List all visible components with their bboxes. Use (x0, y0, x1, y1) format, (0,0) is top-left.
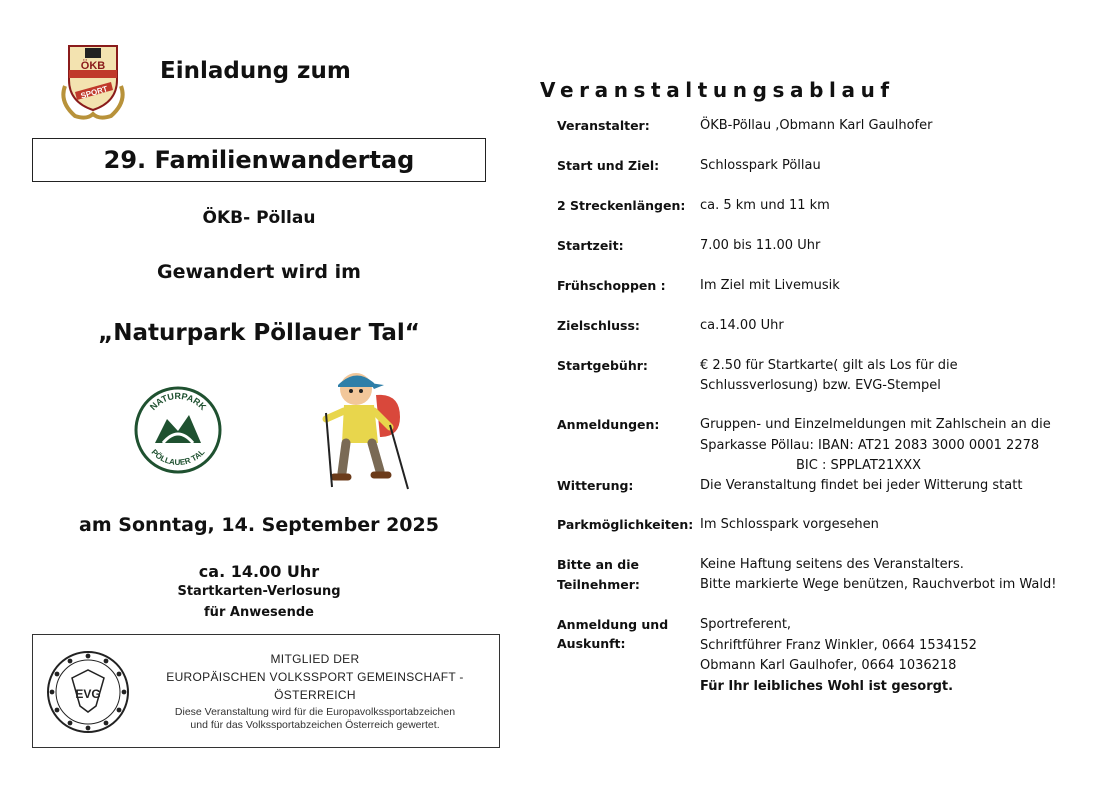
value-registration-line-2: Sparkasse Pöllau: IBAN: AT21 2083 3000 0001 2278 (700, 438, 1040, 453)
value-registration-bic: BIC : SPPLAT21XXX (796, 458, 922, 473)
value-contact-line-1: Sportreferent, (700, 617, 792, 632)
label-participants-line-2: Teilnehmer: (557, 577, 640, 592)
label-start-fee: Startgebühr: (557, 358, 648, 373)
label-contact-line-1: Anmeldung und (557, 617, 669, 632)
event-title: 29. Familienwandertag (103, 146, 415, 174)
value-registration-line-1: Gruppen- und Einzelmeldungen mit Zahlschein an die (700, 417, 1051, 432)
event-date: am Sonntag, 14. September 2025 (79, 514, 439, 536)
raffle-line-1: Startkarten-Verlosung (177, 584, 341, 599)
invitation-heading: Einladung zum (160, 58, 351, 84)
hiker-illustration (318, 365, 418, 495)
label-weather: Witterung: (557, 478, 634, 493)
value-participants-line-1: Keine Haftung seitens des Veranstalters. (700, 557, 964, 572)
value-start-finish: Schlosspark Pöllau (700, 158, 821, 173)
svg-text:SPORT: SPORT (79, 84, 109, 101)
okb-sport-logo (57, 40, 129, 120)
label-registration: Anmeldungen: (557, 417, 660, 432)
naturpark-logo (133, 385, 223, 475)
value-contact-line-3: Obmann Karl Gaulhofer, 0664 1036218 (700, 658, 957, 673)
evg-line-4: Diese Veranstaltung wird für die Europavolkssportabzeichen (174, 706, 456, 718)
label-finish-close: Zielschluss: (557, 318, 640, 333)
naturpark-name: „Naturpark Pöllauer Tal“ (98, 320, 420, 346)
label-route-lengths: 2 Streckenlängen: (557, 198, 686, 213)
raffle-line-2: für Anwesende (204, 605, 314, 620)
evg-line-5: und für das Volkssportabzeichen Österreich gewertet. (190, 719, 440, 731)
value-contact-line-2: Schriftführer Franz Winkler, 0664 1534152 (700, 638, 977, 653)
event-time: ca. 14.00 Uhr (198, 562, 320, 581)
svg-text:NATURPARK: NATURPARK (147, 390, 209, 413)
value-start-fee-line-1: € 2.50 für Startkarte( gilt als Los für die (700, 358, 958, 373)
evg-line-1: MITGLIED DER (270, 652, 360, 666)
value-morning-pint: Im Ziel mit Livemusik (700, 278, 840, 293)
label-participants-line-1: Bitte an die (557, 557, 639, 572)
label-organizer: Veranstalter: (557, 118, 650, 133)
event-title-box (32, 138, 486, 182)
label-start-finish: Start und Ziel: (557, 158, 660, 173)
label-contact-line-2: Auskunft: (557, 636, 626, 651)
evg-logo (44, 648, 132, 736)
value-route-lengths: ca. 5 km und 11 km (700, 198, 830, 213)
svg-text:PÖLLAUER TAL: PÖLLAUER TAL (149, 447, 207, 468)
svg-text:ÖKB: ÖKB (80, 60, 106, 72)
label-start-time: Startzeit: (557, 238, 624, 253)
club-name: ÖKB- Pöllau (202, 208, 316, 228)
evg-line-2: EUROPÄISCHEN VOLKSSPORT GEMEINSCHAFT - (166, 670, 464, 684)
value-participants-line-2: Bitte markierte Wege benützen, Rauchverbot im Wald! (700, 577, 1057, 592)
svg-text:EVG: EVG (75, 687, 101, 701)
value-organizer: ÖKB-Pöllau ,Obmann Karl Gaulhofer (700, 118, 933, 133)
closing-note: Für Ihr leibliches Wohl ist gesorgt. (700, 679, 954, 694)
walk-intro: Gewandert wird im (157, 261, 361, 283)
label-parking: Parkmöglichkeiten: (557, 517, 694, 532)
value-finish-close: ca.14.00 Uhr (700, 318, 784, 333)
value-weather: Die Veranstaltung findet bei jeder Witterung statt (700, 478, 1023, 493)
value-start-fee-line-2: Schlussverlosung) bzw. EVG-Stempel (700, 378, 941, 393)
value-start-time: 7.00 bis 11.00 Uhr (700, 238, 821, 253)
label-morning-pint: Frühschoppen : (557, 278, 666, 293)
evg-line-3: ÖSTERREICH (274, 688, 356, 702)
value-parking: Im Schlosspark vorgesehen (700, 517, 879, 532)
schedule-heading: Veranstaltungsablauf (540, 78, 895, 102)
